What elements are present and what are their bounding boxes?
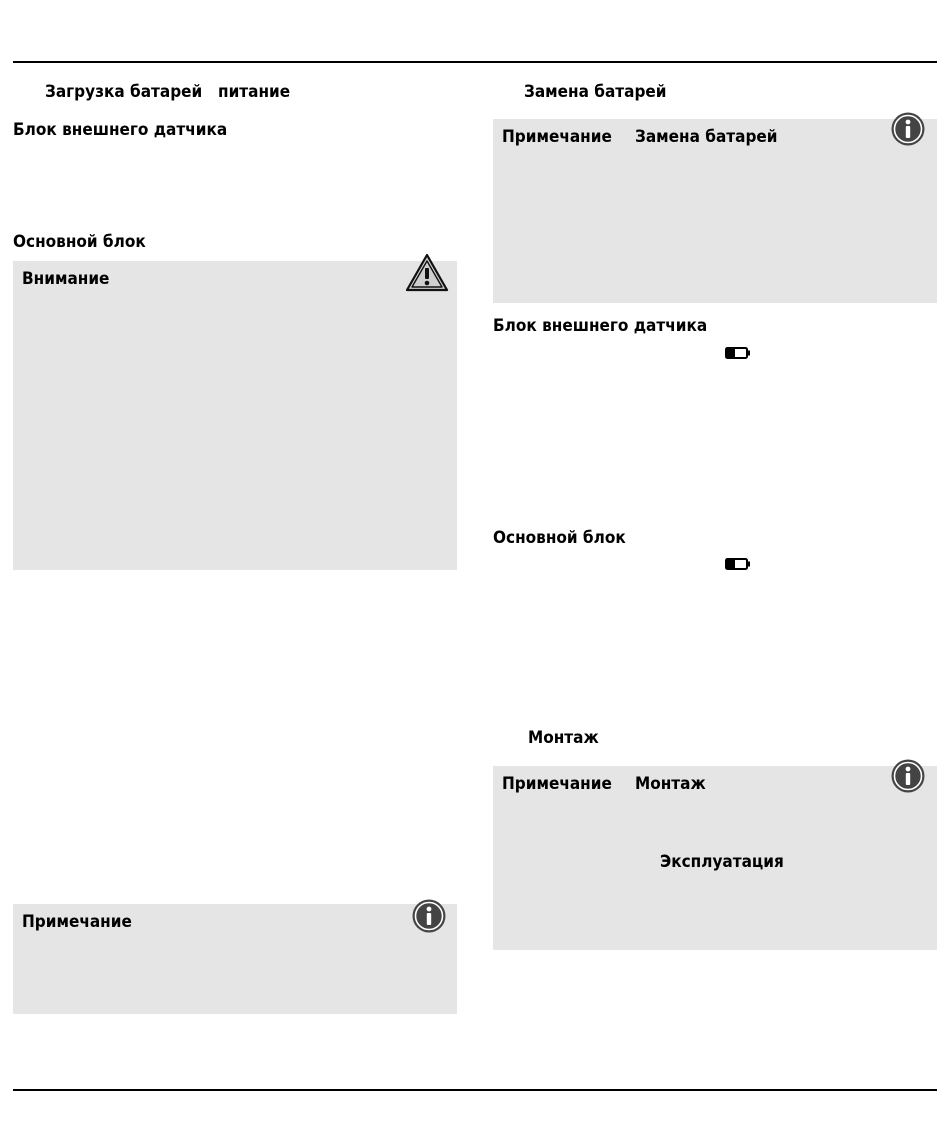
note-mount-box [493,766,937,950]
battery-low-icon [725,347,751,359]
info-icon [890,111,926,147]
subheading-sensor-unit: Блок внешнего датчика [13,120,228,140]
warning-box [13,261,457,570]
top-rule [13,61,937,63]
subheading-main-unit-right: Основной блок [493,528,626,548]
info-icon [890,758,926,794]
replace-batteries-title: Замена батарей [524,82,667,102]
warning-label: Внимание [22,269,110,289]
note-label: Примечание [22,912,132,932]
section-title-part1: Загрузка батарей [45,82,203,102]
bottom-rule [13,1089,937,1091]
note-mount-link: Эксплуатация [660,852,784,872]
subheading-main-unit: Основной блок [13,232,146,252]
note-mount-label: Примечание [502,774,612,794]
info-icon [411,898,447,934]
warning-triangle-icon [405,253,449,293]
mount-title: Монтаж [528,728,599,748]
note-mount-title: Монтаж [635,774,706,794]
note-replace-box [493,119,937,303]
subheading-sensor-unit-right: Блок внешнего датчика [493,316,708,336]
note-replace-title: Замена батарей [635,127,778,147]
battery-low-icon [725,558,751,570]
note-box [13,904,457,1014]
note-replace-label: Примечание [502,127,612,147]
section-title-part2: питание [218,82,291,102]
